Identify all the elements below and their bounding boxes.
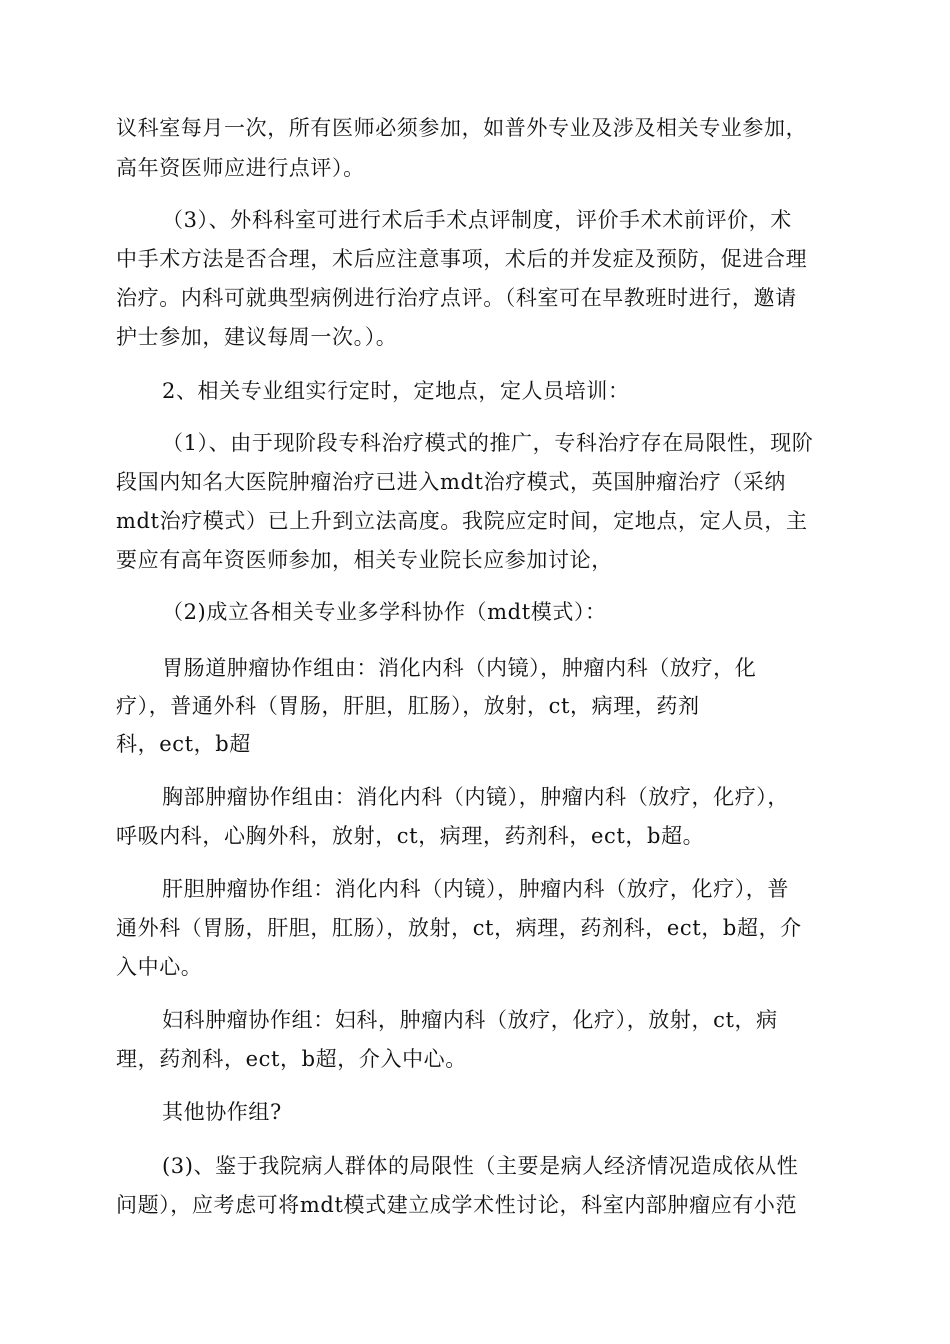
text-line: 肝胆肿瘤协作组：消化内科（内镜），肿瘤内科（放疗，化疗），普 <box>162 877 789 901</box>
text-line: 高年资医师应进行点评）。 <box>116 156 365 180</box>
text-line: 其他协作组? <box>162 1100 282 1124</box>
text-line: 胸部肿瘤协作组由：消化内科（内镜），肿瘤内科（放疗，化疗）， <box>162 785 789 809</box>
text-line: 科，ect，b超 <box>116 732 251 756</box>
text-line: 理，药剂科，ect，b超，介入中心。 <box>116 1047 467 1071</box>
text-line: 妇科肿瘤协作组：妇科，肿瘤内科（放疗，化疗），放射，ct，病 <box>162 1008 778 1032</box>
text-line: 护士参加，建议每周一次。）。 <box>116 325 398 349</box>
text-line: mdt治疗模式）已上升到立法高度。我院应定时间，定地点，定人员，主 <box>116 509 808 533</box>
text-line: （3）、外科科室可进行术后手术点评制度，评价手术术前评价，术 <box>162 208 792 232</box>
text-line: 胃肠道肿瘤协作组由：消化内科（内镜），肿瘤内科（放疗，化 <box>162 656 757 680</box>
text-line: (3)、鉴于我院病人群体的局限性（主要是病人经济情况造成依从性 <box>162 1154 799 1178</box>
text-line: 中手术方法是否合理，术后应注意事项，术后的并发症及预防，促进合理 <box>116 247 808 271</box>
text-line: （2)成立各相关专业多学科协作（mdt模式）： <box>162 600 607 624</box>
text-line: 入中心。 <box>116 955 203 979</box>
text-line: 要应有高年资医师参加，相关专业院长应参加讨论， <box>116 548 613 572</box>
text-line: 2、相关专业组实行定时，定地点，定人员培训： <box>162 379 630 403</box>
text-line: 治疗。内科可就典型病例进行治疗点评。（科室可在早教班时进行，邀请 <box>116 286 797 310</box>
text-line: 通外科（胃肠，肝胆，肛肠），放射，ct，病理，药剂科，ect，b超，介 <box>116 916 802 940</box>
text-line: 议科室每月一次，所有医师必须参加，如普外专业及涉及相关专业参加， <box>116 116 808 140</box>
text-line: （1）、由于现阶段专科治疗模式的推广，专科治疗存在局限性，现阶 <box>162 431 814 455</box>
text-line: 问题），应考虑可将mdt模式建立成学术性讨论，科室内部肿瘤应有小范 <box>116 1193 798 1217</box>
text-line: 段国内知名大医院肿瘤治疗已进入mdt治疗模式，英国肿瘤治疗（采纳 <box>116 470 786 494</box>
text-line: 呼吸内科，心胸外科，放射，ct，病理，药剂科，ect，b超。 <box>116 824 705 848</box>
text-line: 疗），普通外科（胃肠，肝胆，肛肠），放射，ct，病理，药剂 <box>116 694 700 718</box>
